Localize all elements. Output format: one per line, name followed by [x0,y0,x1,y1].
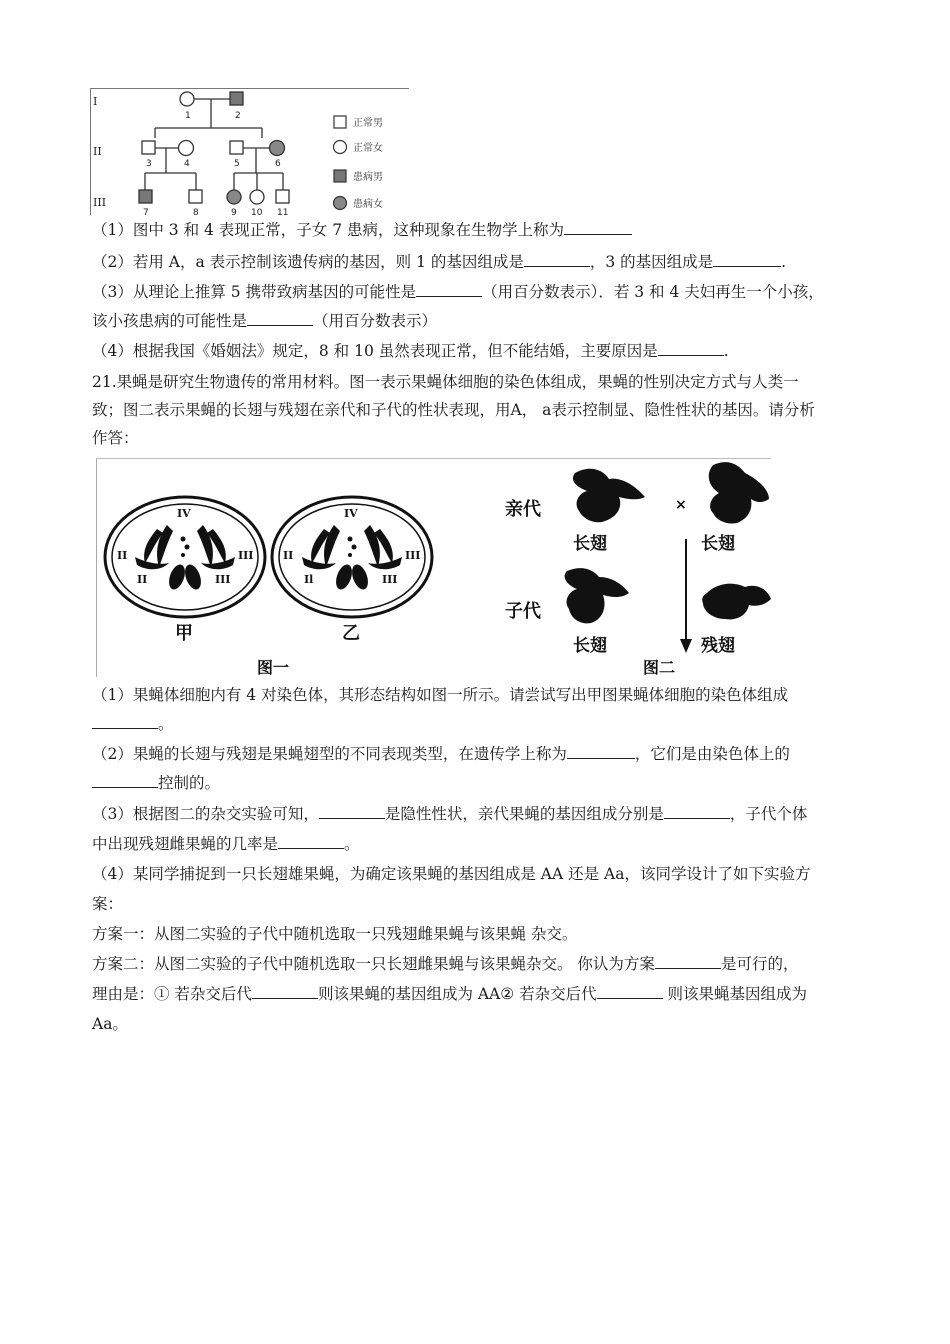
legend-affected-female: 患病女 [353,199,383,210]
number-7: 7 [143,208,149,215]
generation-label-ii: II [93,145,102,158]
individual-11-normal-male [276,190,289,203]
reason-line: 理由是：① 若杂交后代 则该果蝇的基因组成为 AA② 若杂交后代 则该果蝇基因组成为 [92,985,808,1003]
yi-caption: 乙 [342,623,360,644]
yi-label-iii-inner: III [382,573,398,586]
yi-label-ii-left: II [283,549,294,562]
number-10: 10 [251,208,263,215]
fruit-fly-figure [96,458,771,677]
plan-one: 方案一：从图二实验的子代中随机选取一只残翅雌果蝇与该果蝇 杂交。 [92,925,578,943]
answer-blank[interactable] [92,714,158,729]
individual-9-affected-female [227,190,241,204]
q21-intro-1: 21.果蝇是研究生物遗传的常用材料。图一表示果蝇体细胞的染色体组成，果蝇的性别决定方式与人类一 [92,373,799,391]
number-6: 6 [275,159,281,169]
answer-blank[interactable] [564,220,632,235]
cross-symbol: × [675,497,687,513]
jia-label-iii-inner: III [215,573,231,586]
parent-right-phenotype: 长翅 [701,534,735,554]
fly-parent-left-long-wing [573,469,645,523]
figure-two-label: 图二 [643,658,676,677]
offspring-right-phenotype: 残翅 [701,636,735,656]
fruit-fly-diagram [97,459,771,677]
legend-normal-male-symbol [334,116,346,128]
parent-generation-label: 亲代 [505,499,541,520]
legend-affected-female-symbol [334,197,347,210]
q20-line-1: （1）图中 3 和 4 表现正常，子女 7 患病，这种现象在生物学上称为 [92,219,632,241]
q20-line-4: 该小孩患病的可能性是 （用百分数表示） [92,312,438,330]
q21-part3-line-1: （3）根据图二的杂交实验可知， 是隐性性状，亲代果蝇的基因组成分别是 ，子代个体 [92,805,808,823]
fly-offspring-right-vestigial-wing [702,584,771,620]
plan-two: 方案二：从图二实验的子代中随机选取一只长翅雌果蝇与该果蝇杂交。 你认为方案 是可行的， [92,955,799,973]
legend-normal-female: 正常女 [353,143,383,154]
individual-7-affected-male [139,190,152,203]
offspring-generation-label: 子代 [505,601,541,622]
answer-blank[interactable] [252,984,318,999]
individual-4-normal-female [179,141,194,156]
jia-label-ii-left: II [117,549,128,562]
legend-normal-female-symbol [334,141,347,154]
jia-label-iv: IV [177,507,191,520]
generation-label-i: I [93,95,98,108]
q20-line-2: （2）若用 A，a 表示控制该遗传病的基因，则 1 的基因组成是 ，3 的基因组成是 . [92,253,787,271]
cell-jia [105,497,265,644]
individual-1-normal-female [180,92,194,106]
individual-8-normal-male [189,190,202,203]
reason-line-end: Aa。 [92,1015,128,1033]
q21-part4-line-1: （4）某同学捕捉到一只长翅雄果蝇，为确定该果蝇的基因组成是 AA 还是 Aa，该同学设计了如下实验方 [92,865,811,883]
pedigree-figure [90,88,409,215]
number-3: 3 [146,159,152,169]
number-5: 5 [234,159,240,169]
q21-intro-2: 致；图二表示果蝇的长翅与残翅在亲代和子代的性状表现，用A， a表示控制显、隐性性状的基因。请分析 [92,401,815,419]
number-9: 9 [231,208,237,215]
answer-blank[interactable] [713,252,781,267]
number-2: 2 [235,111,241,121]
jia-label-ii-inner: II [137,573,148,586]
individual-10-normal-female [250,190,264,204]
answer-blank[interactable] [92,773,158,788]
legend-normal-male: 正常男 [353,118,383,129]
q21-part2-line-2: 控制的。 [92,772,220,794]
individual-3-normal-male [142,141,155,154]
answer-blank[interactable] [524,252,590,267]
answer-blank[interactable] [278,834,344,849]
answer-blank[interactable] [247,311,313,326]
answer-blank[interactable] [658,341,724,356]
individual-6-affected-female [270,141,285,156]
answer-blank[interactable] [664,804,730,819]
q21-part2-line-1: （2）果蝇的长翅与残翅是果蝇翅型的不同表现类型，在遗传学上称为 ，它们是由染色体上的 [92,745,790,763]
q21-part1-line-1: （1）果蝇体细胞内有 4 对染色体，其形态结构如图一所示。请尝试写出甲图果蝇体细胞的染色体组成 [92,686,789,704]
number-8: 8 [193,208,199,215]
jia-caption: 甲 [175,623,193,644]
q21-intro-3: 作答： [92,429,139,447]
q20-line-3: （3）从理论上推算 5 携带致病基因的可能性是 （用百分数表示）．若 3 和 4 夫妇再生一个小孩， [92,283,824,301]
fly-offspring-left-long-wing [565,568,629,623]
legend-affected-male-symbol [334,170,346,182]
inheritance-arrow-head [680,639,692,653]
answer-blank[interactable] [319,804,385,819]
number-1: 1 [185,111,191,121]
individual-2-affected-male [230,92,243,105]
offspring-left-phenotype: 长翅 [573,636,607,656]
q21-part3-line-2: 中出现残翅雌果蝇的几率是 。 [92,835,360,853]
answer-blank[interactable] [416,282,482,297]
cell-yi [272,497,432,644]
parent-left-phenotype: 长翅 [573,534,607,554]
fly-parent-right-long-wing [709,462,769,523]
generation-label-iii: III [93,196,107,209]
q21-part1-line-2: 。 [92,713,174,735]
figure-one-label: 图一 [257,658,290,677]
answer-blank[interactable] [655,954,721,969]
pedigree-chart [91,89,409,215]
yi-label-ii-inner: Il [304,573,314,586]
jia-label-iii-right: III [238,549,254,562]
q20-line-5: （4）根据我国《婚姻法》规定，8 和 10 虽然表现正常，但不能结婚，主要原因是 . [92,342,729,360]
answer-blank[interactable] [597,984,663,999]
individual-5-normal-male [230,141,243,154]
q21-part4-line-2: 案： [92,895,124,913]
yi-label-iii-right: III [405,549,421,562]
answer-blank[interactable] [567,744,635,759]
number-11: 11 [277,208,289,215]
legend-affected-male: 患病男 [353,172,383,183]
yi-label-iv: IV [344,507,358,520]
number-4: 4 [184,159,190,169]
